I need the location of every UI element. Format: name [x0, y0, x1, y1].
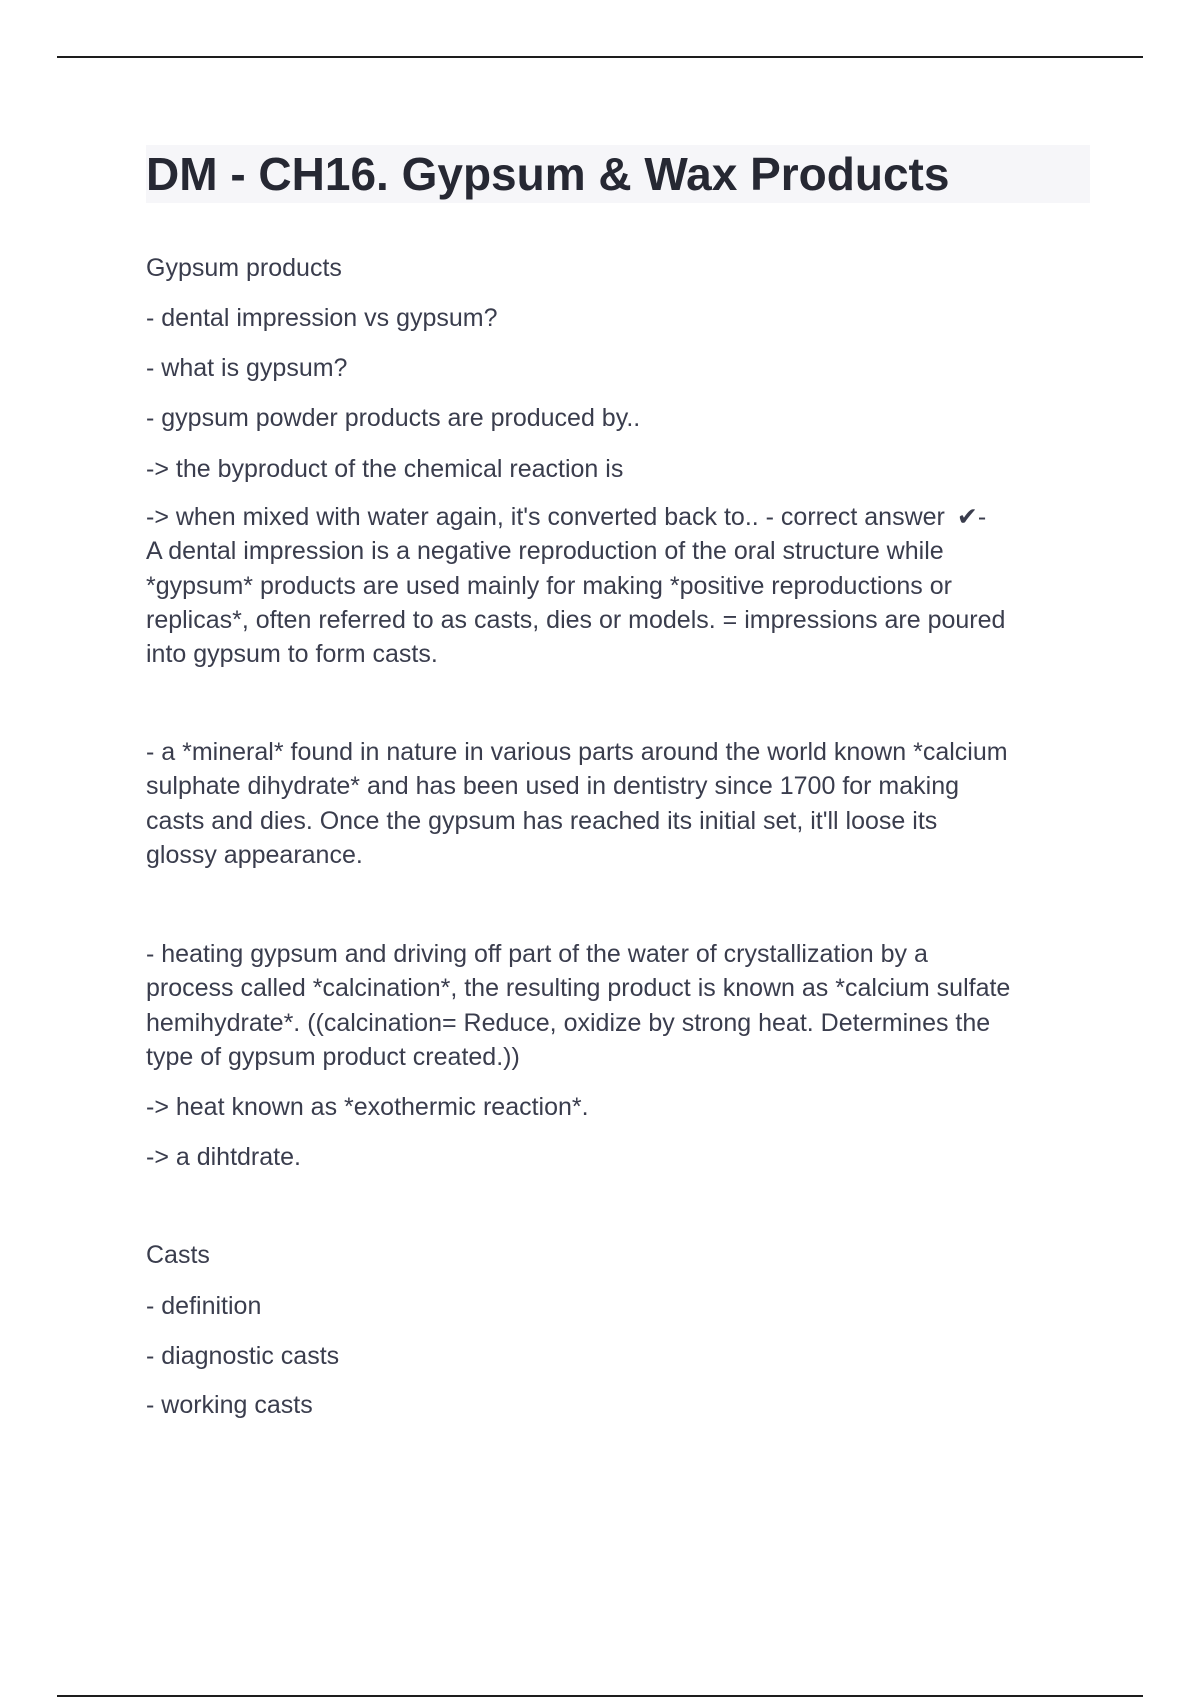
- check-mark-icon: ✔-: [956, 503, 987, 531]
- answer-line: A dental impression is a negative reproduction of the oral structure while: [146, 537, 944, 566]
- answer-block-1: [146, 500, 1096, 671]
- answer-line: into gypsum to form casts.: [146, 640, 438, 669]
- section-heading-casts: Casts: [146, 1241, 210, 1269]
- answer-line: casts and dies. Once the gypsum has reached its initial set, it'll loose its: [146, 806, 938, 835]
- bottom-rule: [57, 1695, 1143, 1697]
- answer-line: - heating gypsum and driving off part of the water of crystallization by a: [146, 940, 928, 968]
- answer-line: -> heat known as *exothermic reaction*.: [146, 1093, 589, 1121]
- list-item: - definition: [146, 1292, 262, 1320]
- list-item: - working casts: [146, 1391, 313, 1419]
- answer-line: -> a dihtdrate.: [146, 1143, 301, 1171]
- answer-block-3: [146, 937, 1096, 1074]
- list-item: - diagnostic casts: [146, 1342, 340, 1370]
- answer-line: - a *mineral* found in nature in various parts around the world known *calcium: [146, 738, 1008, 766]
- question-item: - what is gypsum?: [146, 354, 348, 382]
- answer-intro-text: -> when mixed with water again, it's converted back to.. - correct answer: [146, 503, 945, 531]
- answer-line: sulphate dihydrate* and has been used in dentistry since 1700 for making: [146, 772, 960, 801]
- answer-block-2: [146, 735, 1096, 872]
- answer-line: type of gypsum product created.)): [146, 1042, 520, 1071]
- answer-line: glossy appearance.: [146, 840, 363, 869]
- answer-line: process called *calcination*, the resulting product is known as *calcium sulfate: [146, 974, 1011, 1003]
- answer-line: replicas*, often referred to as casts, dies or models. = impressions are poured: [146, 605, 1006, 634]
- answer-line: *gypsum* products are used mainly for making *positive reproductions or: [146, 571, 952, 600]
- question-item: - gypsum powder products are produced by..: [146, 404, 641, 432]
- page-title: DM - CH16. Gypsum & Wax Products: [146, 148, 950, 200]
- answer-line: hemihydrate*. ((calcination= Reduce, oxidize by strong heat. Determines the: [146, 1008, 991, 1037]
- section-heading-gypsum: Gypsum products: [146, 254, 342, 282]
- question-item: -> the byproduct of the chemical reaction is: [146, 455, 624, 483]
- answer-intro-line: [146, 500, 1096, 534]
- top-rule: [57, 56, 1143, 58]
- question-item: - dental impression vs gypsum?: [146, 304, 498, 332]
